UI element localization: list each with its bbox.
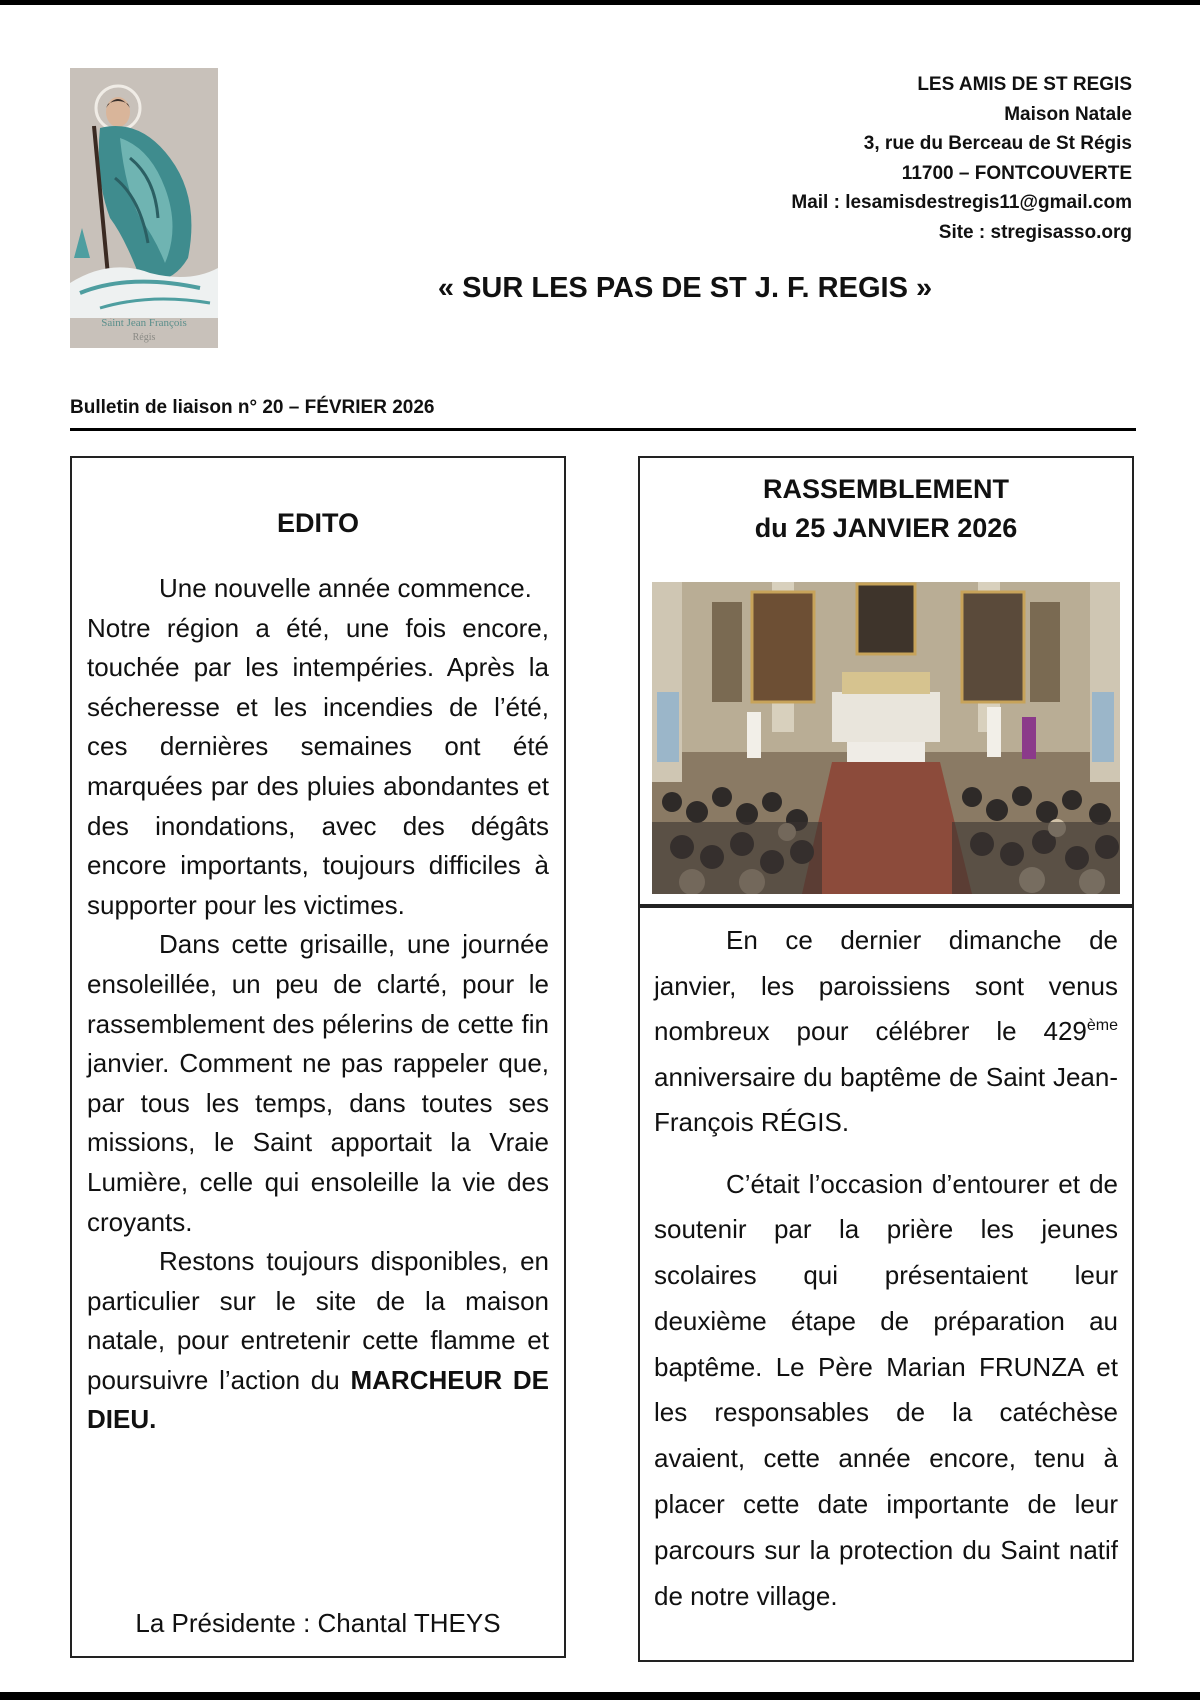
edito-title: EDITO — [276, 508, 359, 538]
address-block — [612, 70, 1132, 247]
edito-paragraph-3: Dans cette grisaille, une journée ensoleillée, un peu de clarté, pour le rassemblement des pélerins de cette fin janvier. Comment ne pas rappeler que, par tous les temps, dans toutes ses missions, le Saint apportait la Vraie Lumière, celle qui ensoleille la vie des croyants. — [87, 929, 549, 1237]
rassemblement-paragraph-1-end: anniversaire du baptême de Saint Jean-François RÉGIS. — [654, 1061, 1118, 1137]
rassemblement-title — [640, 470, 1132, 548]
edito-paragraph-4 — [87, 1242, 549, 1440]
rassemblement-header-box — [638, 456, 1134, 906]
ordinal-suffix: ème — [1086, 1017, 1118, 1034]
rassemblement-title-line1: RASSEMBLEMENT — [762, 474, 1009, 504]
bulletin-info: Bulletin de liaison n° 20 – FÉVRIER 2026 — [70, 397, 435, 418]
street-address: 3, rue du Berceau de St Régis — [863, 133, 1132, 154]
rassemblement-paragraph-1 — [654, 918, 1118, 1146]
rassemblement-text — [654, 918, 1118, 1619]
city-address: 11700 – FONTCOUVERTE — [901, 162, 1132, 184]
house-name: Maison Natale — [1004, 103, 1132, 125]
edito-paragraph-2: Notre région a été, une fois encore, touchée par les intempéries. Après la sécheresse et les incendies de l’été, ces dernières semaines ont été marquées par des pluies abondantes et des inondations, avec des dégâts encore importants, toujours difficiles à supporter pour les victimes. — [87, 612, 549, 920]
page-title: « SUR LES PAS DE ST J. F. REGIS » — [437, 272, 933, 304]
website: Site : stregisasso.org — [938, 221, 1132, 243]
edito-paragraph-4-bold: MARCHEUR DE DIEU. — [87, 1364, 549, 1435]
edito-text — [87, 569, 549, 1440]
edito-paragraph-4-text: Restons toujours disponibles, en particulier sur le site de la maison natale, pour entretenir cette flamme et poursuivre l’action du — [87, 1246, 549, 1395]
edito-paragraph-1: Une nouvelle année commence. — [159, 573, 532, 603]
logo-caption-line1: Saint Jean François — [101, 317, 187, 329]
mail-address: Mail : lesamisdestregis11@gmail.com — [791, 192, 1132, 213]
association-name: LES AMIS DE ST REGIS — [917, 74, 1132, 95]
rassemblement-title-line2: du 25 JANVIER 2026 — [754, 513, 1018, 543]
signature: La Présidente : Chantal THEYS — [135, 1608, 501, 1638]
header-divider — [70, 428, 1136, 431]
rassemblement-paragraph-2: C’était l’occasion d’entourer et de soutenir par la prière les jeunes scolaires qui présentaient leur deuxième étape de préparation au baptême. Le Père Marian FRUNZA et les responsables de la catéchèse avaient, cette année encore, tenu à placer cette date importante de leur parcours sur la protection du Saint natif de notre village. — [654, 1168, 1118, 1611]
logo-caption-line2: Régis — [132, 332, 156, 343]
saint-regis-logo — [70, 68, 218, 348]
rassemblement-story-box — [638, 906, 1134, 1662]
rassemblement-paragraph-1-start: En ce dernier dimanche de janvier, les paroissiens sont venus nombreux pour célébrer le 429 — [654, 925, 1118, 1046]
edito-box — [70, 456, 566, 1658]
church-photo — [652, 582, 1120, 894]
page-border-bottom — [0, 1692, 1200, 1700]
page-border-top — [0, 0, 1200, 5]
